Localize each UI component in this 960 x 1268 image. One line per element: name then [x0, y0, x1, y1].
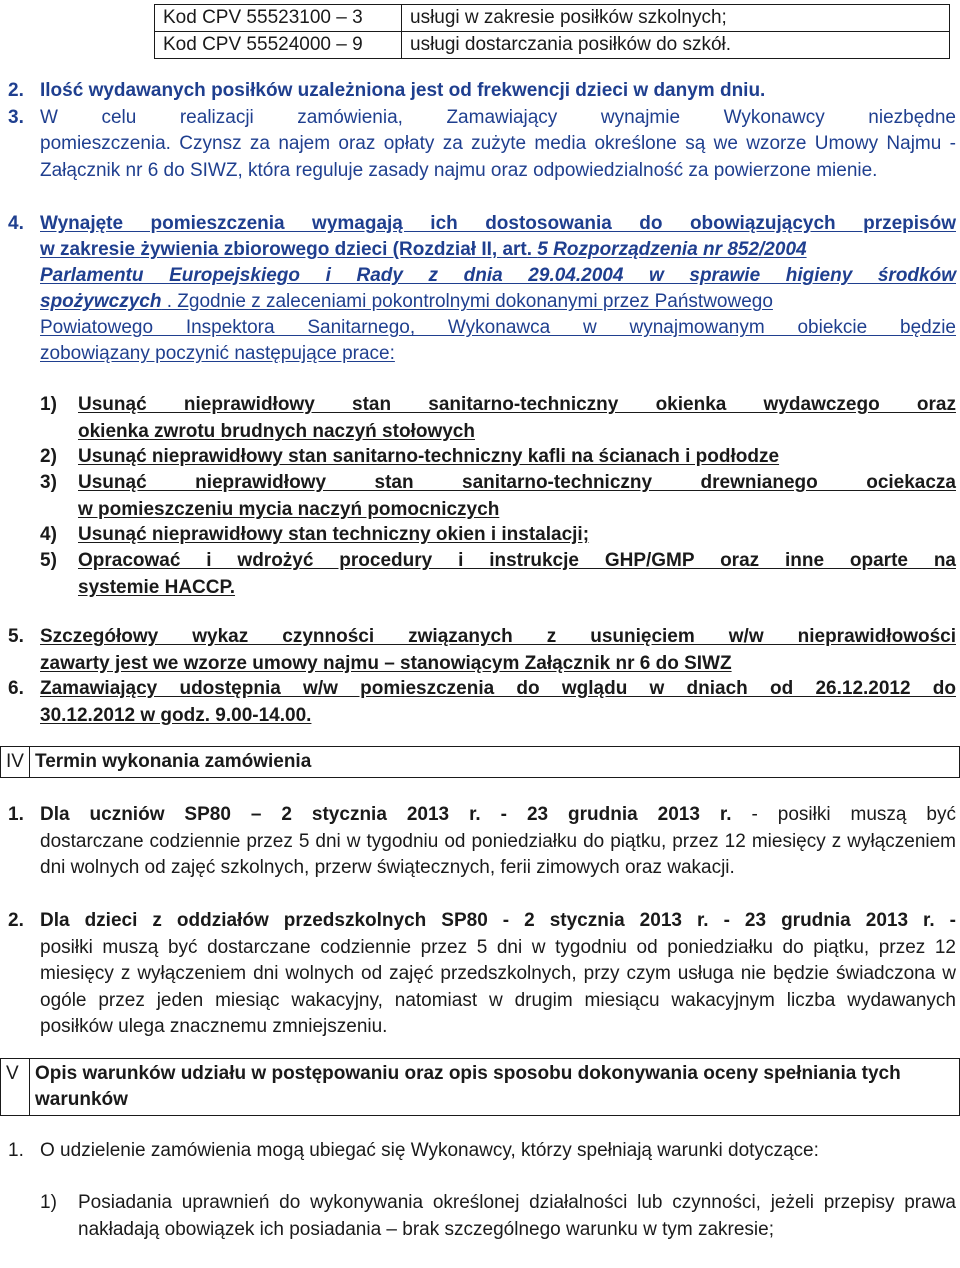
list-text-line: Opracować i wdrożyć procedury i instrukcje GHP/GMP oraz inne oparte na — [78, 550, 956, 571]
point-text-line: zawarty jest we wzorze umowy najmu – stanowiącym Załącznik nr 6 do SIWZ — [40, 652, 732, 674]
point-number: 4. — [8, 213, 24, 234]
section-title: Opis warunków udziału w postępowaniu oraz opis sposobu dokonywania oceny spełniania tych warunków — [30, 1059, 960, 1116]
text-span: spożywczych — [40, 291, 162, 312]
point-text-line: Szczegółowy wykaz czynności związanych z usunięciem w/w nieprawidłowości — [40, 626, 956, 647]
list-number: 4) — [40, 524, 57, 545]
text-span: Dla uczniów SP80 – 2 stycznia 2013 r. - 23 grudnia 2013 r. — [40, 804, 732, 825]
cpv-code: Kod CPV 55524000 – 9 — [155, 32, 402, 59]
list-number: 1) — [40, 1192, 57, 1213]
text-span: 5 Rozporządzenia nr 852/2004 — [537, 239, 807, 260]
list-text-line: Usunąć nieprawidłowy stan techniczny okien i instalacji; — [78, 524, 590, 545]
cpv-code: Kod CPV 55523100 – 3 — [155, 5, 402, 32]
term-2-line1: Dla dzieci z oddziałów przedszkolnych SP80 - 2 stycznia 2013 r. - 23 grudnia 2013 r. - — [40, 910, 956, 931]
cpv-table — [154, 4, 950, 59]
point-text: Ilość wydawanych posiłków uzależniona jest od frekwencji dzieci w danym dniu. — [40, 80, 766, 101]
section-title: Termin wykonania zamówienia — [30, 747, 960, 778]
text-span: . Zgodnie z zaleceniami pokontrolnymi dokonanymi przez Państwowego — [161, 291, 773, 312]
point-text-line: Wynajęte pomieszczenia wymagają ich dostosowania do obowiązujących przepisów — [40, 213, 956, 234]
cpv-row — [155, 5, 950, 32]
point-4 — [8, 211, 956, 238]
cpv-desc: usługi dostarczania posiłków do szkół. — [402, 32, 950, 59]
point-number: 5. — [8, 626, 24, 647]
point-number: 2. — [8, 910, 24, 931]
term-1 — [8, 802, 956, 882]
list-text-line: systemie HACCP. — [78, 576, 236, 598]
point-4-line4 — [40, 289, 956, 316]
section-iv-header — [0, 746, 960, 778]
list-number: 2) — [40, 446, 57, 467]
term-1-text: dostarczane codziennie przez 5 dni w tygodniu od poniedziałku do piątku, przez 12 miesięcy z wyłączeniem dni wolnych od zajęć szkolnych, przerw świątecznych, ferii zimowych oraz wakacji. — [40, 830, 956, 878]
section-v-header — [0, 1058, 960, 1116]
work-item-1 — [40, 392, 956, 445]
point-4-line5: Powiatowego Inspektora Sanitarnego, Wykonawca w wynajmowanym obiekcie będzie — [40, 317, 956, 338]
point-number: 1. — [8, 804, 24, 825]
work-item-4 — [40, 522, 956, 549]
point-text: O udzielenie zamówienia mogą ubiegać się Wykonawcy, którzy spełniają warunki dotyczące: — [40, 1140, 819, 1161]
list-text: Posiadania uprawnień do wykonywania określonej działalności lub czynności, jeżeli przepisy prawa nakładają obowiązek ich posiadania – brak szczególnego warunku w tym zakresie; — [78, 1192, 956, 1240]
list-number: 1) — [40, 394, 57, 415]
condition-1-1 — [40, 1190, 956, 1243]
work-item-5 — [40, 548, 956, 601]
cpv-desc: usługi w zakresie posiłków szkolnych; — [402, 5, 950, 32]
point-number: 2. — [8, 80, 24, 101]
term-1-line1 — [40, 802, 956, 829]
term-2-text: posiłki muszą być dostarczane codziennie przez 5 dni w tygodniu od poniedziałku do piątku, przez 12 miesięcy z wyłączeniem dni wolnych od zajęć przedszkolnych, przy czym usługa nie będzie świadczona w ogóle przez jeden miesiąc wakacyjny, natomiast w drugim miesiącu wakacyjnym liczba wydawanych posiłków ulega znacznemu zmniejszeniu. — [40, 936, 956, 1037]
point-3 — [8, 105, 956, 132]
work-item-2 — [40, 444, 956, 471]
point-4-line3: Parlamentu Europejskiego i Rady z dnia 29.04.2004 w sprawie higieny środków — [40, 265, 956, 286]
condition-1 — [8, 1138, 956, 1165]
point-text-line: Zamawiający udostępnia w/w pomieszczenia do wglądu w dniach od 26.12.2012 do — [40, 678, 956, 699]
list-number: 5) — [40, 550, 57, 571]
point-number: 1. — [8, 1140, 24, 1161]
point-5 — [8, 624, 956, 677]
list-number: 3) — [40, 472, 57, 493]
section-number: V — [1, 1059, 30, 1116]
list-text-line: okienka zwrotu brudnych naczyń stołowych — [78, 420, 475, 442]
cpv-row — [155, 32, 950, 59]
point-4-line2 — [40, 237, 956, 264]
point-2 — [8, 78, 956, 105]
point-text-line: 30.12.2012 w godz. 9.00-14.00. — [40, 704, 312, 726]
list-text-line: Usunąć nieprawidłowy stan sanitarno-techniczny kafli na ścianach i podłodze — [78, 446, 780, 467]
text-span: w zakresie żywienia zbiorowego dzieci (Rozdział II, art. — [40, 239, 538, 260]
list-text-line: w pomieszczeniu mycia naczyń pomocniczych — [78, 498, 500, 520]
list-text-line: Usunąć nieprawidłowy stan sanitarno-techniczny okienka wydawczego oraz — [78, 394, 956, 415]
point-3-continued: pomieszczenia. Czynsz za najem oraz opłaty za zużyte media określone są we wzorze Umowy Najmu - Załącznik nr 6 do SIWZ, która reguluje zasady najmu oraz odpowiedzialność za powierzone mienie. — [40, 133, 956, 181]
list-text-line: Usunąć nieprawidłowy stan sanitarno-techniczny drewnianego ociekacza — [78, 472, 956, 493]
term-2 — [8, 908, 956, 1041]
section-number: IV — [1, 747, 30, 778]
work-item-3 — [40, 470, 956, 523]
text-span: - posiłki muszą być — [731, 804, 956, 825]
point-text-line: W celu realizacji zamówienia, Zamawiający wynajmie Wykonawcy niezbędne — [40, 107, 956, 128]
point-4-line6: zobowiązany poczynić następujące prace: — [40, 343, 395, 364]
point-number: 6. — [8, 678, 24, 699]
point-number: 3. — [8, 107, 24, 128]
point-6 — [8, 676, 956, 729]
